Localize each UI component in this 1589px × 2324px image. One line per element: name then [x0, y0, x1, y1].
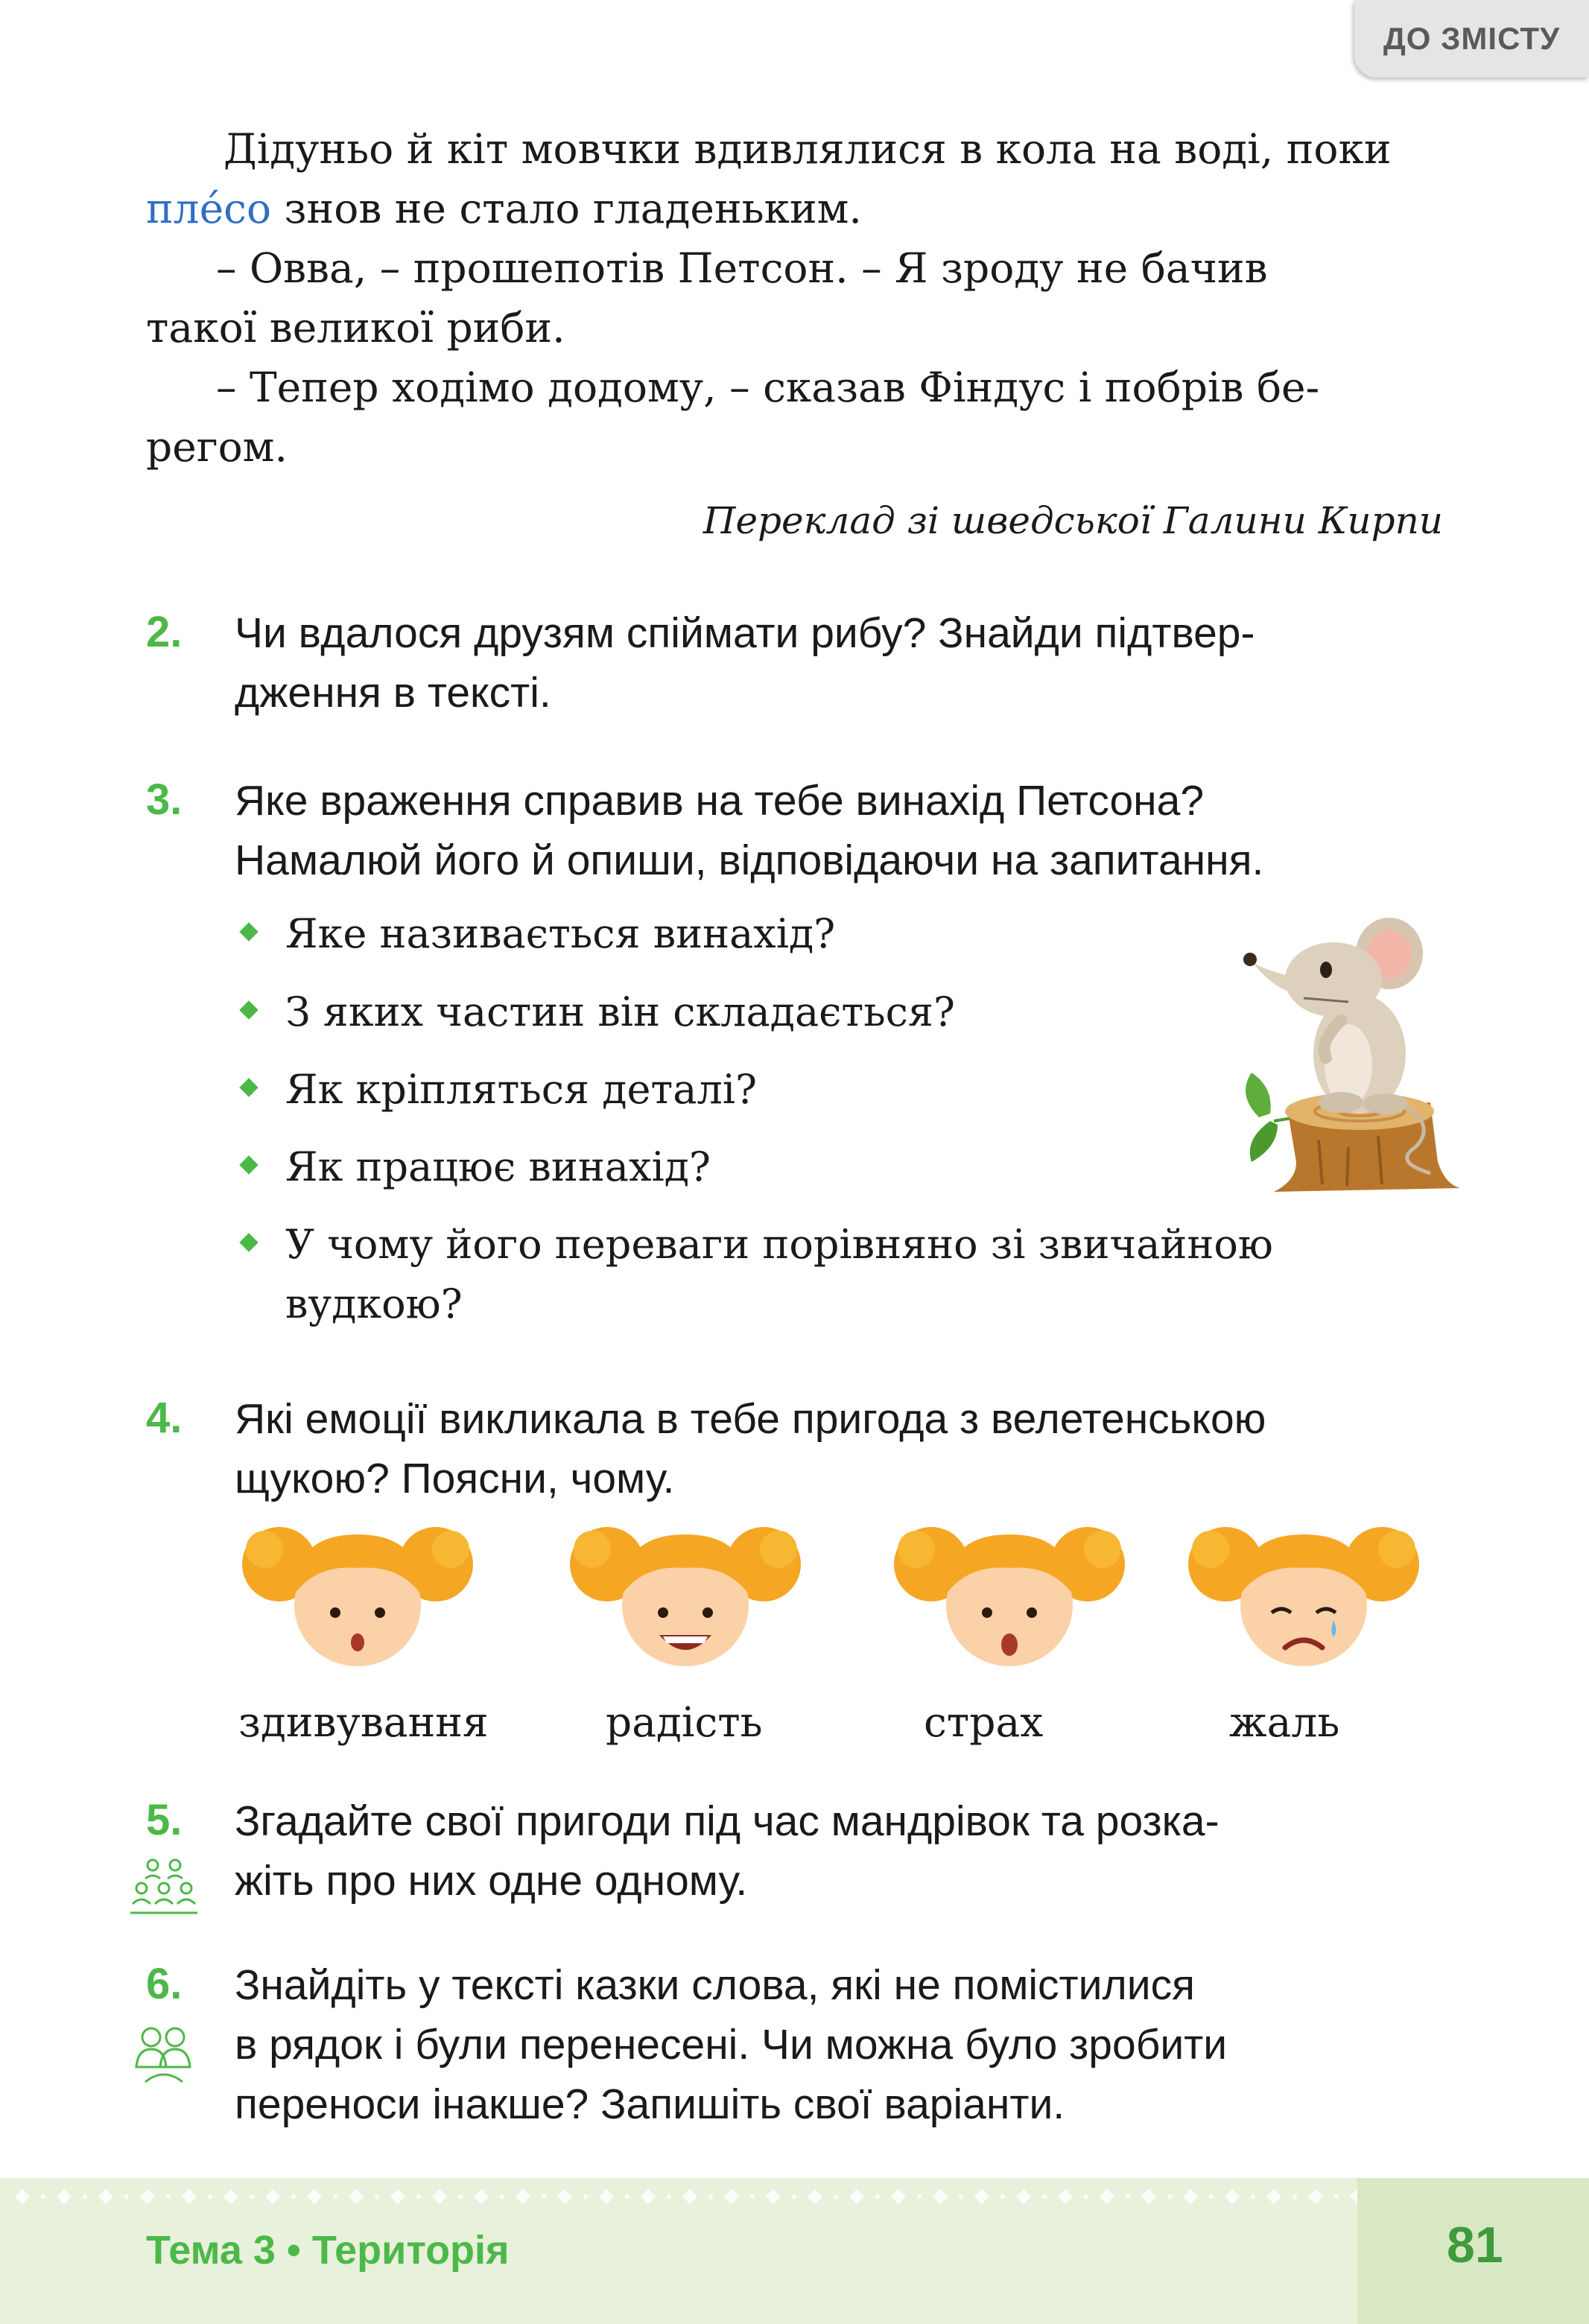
page-number: 81 — [1447, 2217, 1503, 2273]
gloss-word-link[interactable]: пле́со — [146, 185, 272, 232]
question-item: У чому його переваги порівняно зі звичайною — [242, 1216, 1273, 1274]
task-text: жіть про них одне одному. — [235, 1857, 748, 1905]
task-text: Яке враження справив на тебе винахід Петсона? — [235, 777, 1205, 825]
task-text: Знайдіть у тексті казки слова, які не помістилися — [235, 1961, 1195, 2009]
emotion-label: жаль — [1229, 1698, 1340, 1746]
footer-theme-title: Тема 3 • Територія — [146, 2228, 510, 2273]
emotion-label: радість — [606, 1698, 763, 1746]
question-item: Як працює винахід? — [242, 1138, 711, 1196]
task-text: переноси інакше? Запишіть свої варіанти. — [235, 2080, 1065, 2128]
task-number: 2. — [146, 608, 183, 656]
story-text: знов не стало гладеньким. — [271, 185, 862, 232]
question-item: Яке називається винахід? — [242, 905, 835, 963]
story-line: такої великої риби. — [146, 304, 565, 352]
bullet-icon — [239, 1078, 258, 1096]
question-item-continued: вудкою? — [285, 1280, 463, 1327]
bullet-icon — [239, 1155, 258, 1174]
story-line: – Тепер ходімо додому, – сказав Фіндус і побрів бе- — [216, 363, 1320, 411]
task-text: в рядок і були перенесені. Чи можна було зробити — [235, 2021, 1228, 2069]
story-line: – Овва, – прошепотів Петсон. – Я зроду не бачив — [216, 244, 1268, 292]
pair-work-icon — [130, 2022, 197, 2089]
task-number: 4. — [146, 1394, 183, 1442]
task-number: 6. — [146, 1960, 183, 2008]
story-line: Дідуньо й кіт мовчки вдивлялися в кола на воді, поки — [223, 125, 1392, 173]
task-number: 5. — [146, 1796, 183, 1844]
toc-tab-button[interactable]: ДО ЗМІСТУ — [1354, 0, 1589, 77]
story-line — [146, 179, 862, 238]
bullet-icon — [239, 1233, 258, 1251]
task-text: Чи вдалося друзям спіймати рибу? Знайди підтвер- — [235, 609, 1255, 657]
task-text: Згадайте свої пригоди під час мандрівок та розка- — [235, 1797, 1219, 1845]
footer-ornament — [0, 2178, 1357, 2215]
task-text: Намалюй його й опиши, відповідаючи на запитання. — [235, 836, 1264, 884]
group-work-icon — [127, 1855, 201, 1922]
emotion-label: здивування — [238, 1698, 489, 1746]
bullet-icon — [239, 1000, 258, 1019]
question-item: Як кріпляться деталі? — [242, 1061, 757, 1119]
task-text: дження в тексті. — [235, 669, 551, 717]
bullet-icon — [239, 922, 258, 941]
girl-face-sadness-illustration — [1188, 1520, 1419, 1669]
task-text: щукою? Поясни, чому. — [235, 1455, 675, 1502]
girl-face-surprise-illustration — [242, 1520, 473, 1669]
girl-face-fear-illustration — [894, 1520, 1125, 1669]
task-number: 3. — [146, 775, 183, 824]
mouse-on-stump-illustration — [1229, 916, 1460, 1199]
question-item: З яких частин він складається? — [242, 983, 955, 1041]
translation-credit: Переклад зі шведської Галини Кирпи — [702, 499, 1443, 542]
girl-face-joy-illustration — [570, 1520, 801, 1669]
story-line: регом. — [146, 423, 288, 471]
task-text: Які емоції викликала в тебе пригода з велетенською — [235, 1395, 1266, 1443]
emotion-label: страх — [924, 1698, 1044, 1746]
